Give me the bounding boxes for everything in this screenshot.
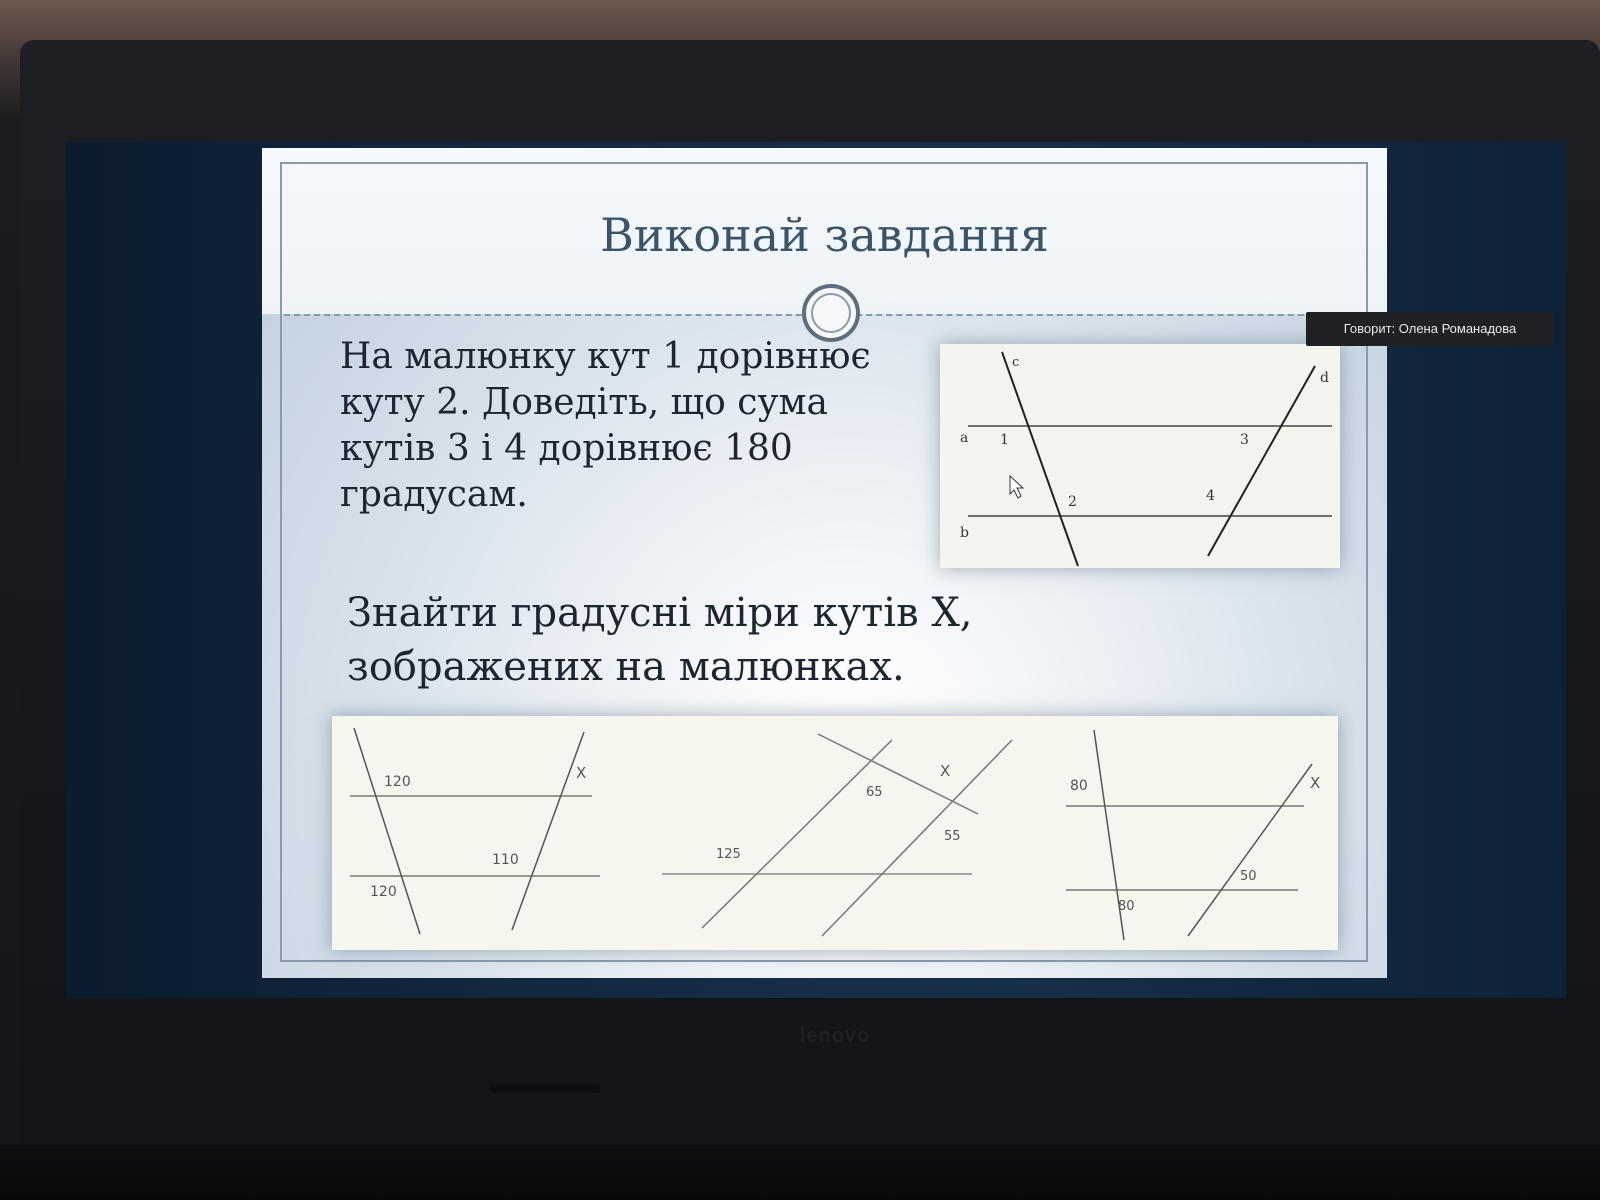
label-a: a xyxy=(960,430,969,446)
label-110: 110 xyxy=(492,852,519,868)
task-one-text xyxy=(340,334,900,518)
exercise-figure-middle xyxy=(662,734,1012,936)
parallel-lines-figure xyxy=(940,344,1340,568)
label-65: 65 xyxy=(866,785,883,800)
slide-title: Виконай завдання xyxy=(600,208,1049,262)
exercise-figure-right xyxy=(1066,730,1320,940)
label-x-right: X xyxy=(1310,774,1321,792)
task-one-line: градусам. xyxy=(340,474,528,515)
line-d xyxy=(1208,366,1315,556)
label-angle-1: 1 xyxy=(1000,432,1009,448)
cursor-icon xyxy=(1010,476,1023,498)
task-two-text xyxy=(347,586,1107,694)
task-two-line: Знайти градусні міри кутів X, xyxy=(347,590,973,636)
task-one-line: кутів 3 і 4 дорівнює 180 xyxy=(340,428,793,469)
label-x-middle: X xyxy=(940,762,951,780)
label-angle-3: 3 xyxy=(1240,432,1249,448)
laptop-bottom-slot xyxy=(490,1085,600,1093)
label-125: 125 xyxy=(716,847,741,862)
lenovo-logo: lenovo xyxy=(799,1025,871,1047)
label-c: c xyxy=(1012,355,1020,370)
label-55: 55 xyxy=(944,829,961,844)
label-d: d xyxy=(1320,370,1329,386)
presentation-slide xyxy=(262,148,1387,978)
label-angle-4: 4 xyxy=(1206,488,1215,504)
exercise-figure-left xyxy=(350,728,600,934)
task-two-line: зображених на малюнках. xyxy=(347,644,905,690)
task-one-line: куту 2. Доведіть, що сума xyxy=(340,382,829,423)
laptop-screen xyxy=(66,142,1566,998)
label-120-top: 120 xyxy=(384,774,411,790)
desk-edge xyxy=(0,1145,1600,1200)
exercise-figures-strip xyxy=(332,716,1338,950)
label-x-left: X xyxy=(576,764,587,782)
label-b: b xyxy=(960,525,969,541)
task-one-line: На малюнку кут 1 дорівнює xyxy=(340,336,871,377)
line-c xyxy=(1002,352,1078,566)
label-80-top: 80 xyxy=(1070,778,1088,794)
label-angle-2: 2 xyxy=(1068,494,1077,510)
label-120-bottom: 120 xyxy=(370,884,397,900)
label-50: 50 xyxy=(1240,869,1257,884)
label-80-bottom: 80 xyxy=(1118,899,1135,914)
speaker-indicator: Говорит: Олена Романадова xyxy=(1306,312,1554,346)
